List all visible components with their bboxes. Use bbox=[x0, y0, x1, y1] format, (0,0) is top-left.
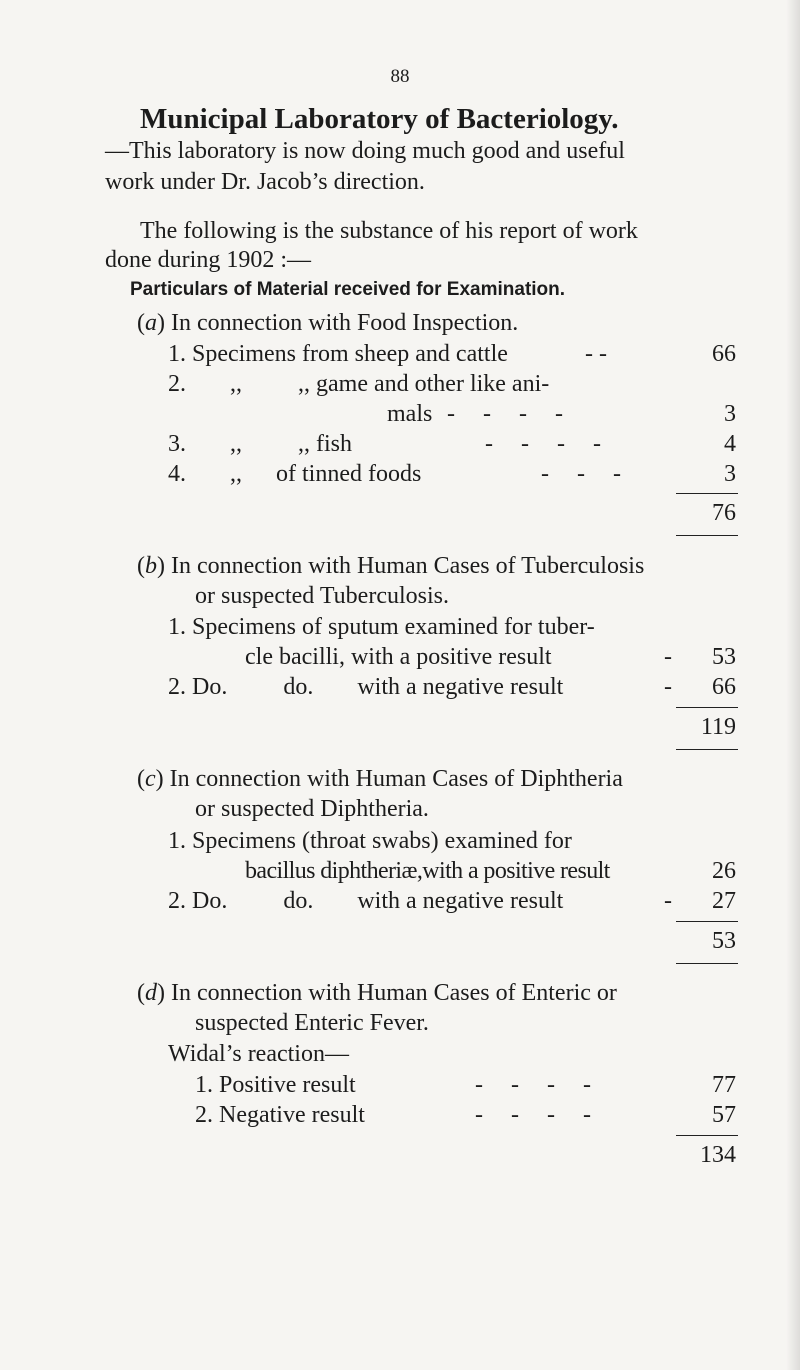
page-heading: Municipal Laboratory of Bacteriology. bbox=[140, 103, 619, 135]
section-a-title: (a) In connection with Food Inspection. bbox=[137, 310, 519, 336]
section-a-item-4-value: 3 bbox=[724, 461, 736, 487]
leader-dash: - bbox=[664, 674, 672, 700]
subtotal-rule bbox=[676, 493, 738, 494]
item-number: 1. bbox=[168, 341, 186, 367]
leader-dashes: - - - bbox=[541, 461, 621, 487]
section-a-title-text: In connection with Food Inspection. bbox=[171, 310, 519, 336]
subtotal-rule bbox=[676, 1135, 738, 1136]
item-text: Do. bbox=[192, 674, 228, 700]
section-d-title: (d) In connection with Human Cases of Enteric or bbox=[137, 980, 617, 1006]
section-b-title-text: In connection with Human Cases of Tuberculosis bbox=[171, 553, 645, 579]
item-number: 3. bbox=[168, 431, 186, 457]
total-rule bbox=[676, 535, 738, 536]
section-d-item-1-value: 77 bbox=[712, 1072, 736, 1098]
item-text: Specimens from sheep and cattle bbox=[192, 341, 508, 367]
leader-dash: - bbox=[664, 888, 672, 914]
section-b-item-1 bbox=[168, 614, 595, 641]
item-text: of tinned foods bbox=[276, 461, 422, 487]
section-d-label: d bbox=[145, 980, 157, 1006]
section-c-total: 53 bbox=[712, 928, 736, 954]
item-text: Positive result bbox=[219, 1072, 356, 1098]
section-a-item-2-value: 3 bbox=[724, 401, 736, 427]
leader-dashes: - - - - bbox=[475, 1102, 591, 1128]
item-number: 2. bbox=[168, 371, 186, 397]
section-b-item-2-value: 66 bbox=[712, 674, 736, 700]
section-c-item-2 bbox=[168, 888, 563, 915]
section-c-title-continued: or suspected Diphtheria. bbox=[195, 796, 429, 822]
particulars-heading: Particulars of Material received for Examination. bbox=[130, 279, 566, 300]
section-d-item-2 bbox=[195, 1102, 365, 1129]
section-b-item-2 bbox=[168, 674, 563, 701]
leader-dashes: - - - - bbox=[475, 1072, 591, 1098]
item-number: 4. bbox=[168, 461, 186, 487]
item-text: Do. bbox=[192, 888, 228, 914]
leader-dash: - bbox=[664, 644, 672, 670]
ditto-mark: ,, bbox=[230, 461, 242, 487]
item-text: fish bbox=[316, 431, 352, 457]
item-number: 1. bbox=[195, 1072, 213, 1098]
section-a-item-2-continued: mals bbox=[387, 401, 433, 427]
item-text: Specimens of sputum examined for tuber- bbox=[192, 614, 595, 640]
section-d-item-2-value: 57 bbox=[712, 1102, 736, 1128]
item-text: Negative result bbox=[219, 1102, 365, 1128]
intro-paragraph-2-line-2: done during 1902 :— bbox=[105, 247, 311, 273]
item-number: 2. bbox=[168, 674, 186, 700]
title-line bbox=[140, 103, 618, 136]
section-a-item-3-value: 4 bbox=[724, 431, 736, 457]
ditto-mark: ,, bbox=[230, 431, 242, 457]
section-a-item-1-value: 66 bbox=[712, 341, 736, 367]
section-d-title-text: In connection with Human Cases of Enteric or bbox=[171, 980, 617, 1006]
item-number: 2. bbox=[168, 888, 186, 914]
section-a-item-1 bbox=[168, 341, 508, 368]
section-b-total: 119 bbox=[700, 714, 736, 740]
ditto-text: do. bbox=[283, 674, 314, 700]
section-a-item-2 bbox=[168, 371, 549, 398]
section-c-item-1-continued: bacillus diphtheriæ,with a positive result bbox=[245, 858, 610, 884]
intro-line-1: —This laboratory is now doing much good and useful bbox=[105, 138, 625, 164]
section-c-label: c bbox=[145, 766, 156, 792]
section-c-item-2-value: 27 bbox=[712, 888, 736, 914]
section-b-item-1-continued: cle bacilli, with a positive result bbox=[245, 644, 552, 670]
item-text: with a negative result bbox=[357, 888, 564, 914]
item-number: 2. bbox=[195, 1102, 213, 1128]
section-c-item-1-value: 26 bbox=[712, 858, 736, 884]
section-d-subtitle: Widal’s reaction— bbox=[168, 1041, 349, 1067]
section-c-item-1 bbox=[168, 828, 572, 855]
leader-dashes: - - - - bbox=[447, 401, 563, 427]
page-edge-shadow bbox=[786, 0, 800, 1370]
subtotal-rule bbox=[676, 921, 738, 922]
ditto-mark: ,, bbox=[298, 371, 310, 397]
section-b-title-continued: or suspected Tuberculosis. bbox=[195, 583, 449, 609]
section-c-title: (c) In connection with Human Cases of Diphtheria bbox=[137, 766, 623, 792]
ditto-mark: ,, bbox=[298, 431, 310, 457]
item-number: 1. bbox=[168, 828, 186, 854]
section-d-total: 134 bbox=[700, 1142, 736, 1168]
total-rule bbox=[676, 963, 738, 964]
page-number: 88 bbox=[390, 66, 410, 87]
leader-dashes: - - - - bbox=[485, 431, 601, 457]
intro-line-2: work under Dr. Jacob’s direction. bbox=[105, 169, 425, 195]
section-d-item-1 bbox=[195, 1072, 356, 1099]
intro-paragraph-2-line-1: The following is the substance of his report of work bbox=[140, 218, 638, 244]
item-text: with a negative result bbox=[357, 674, 564, 700]
section-b-label: b bbox=[145, 553, 157, 579]
section-c-title-text: In connection with Human Cases of Diphtheria bbox=[169, 766, 623, 792]
item-text: game and other like ani- bbox=[316, 371, 550, 397]
section-a-total: 76 bbox=[712, 500, 736, 526]
section-a-item-4 bbox=[168, 461, 421, 488]
ditto-text: do. bbox=[283, 888, 314, 914]
section-b-item-1-value: 53 bbox=[712, 644, 736, 670]
section-a-item-3 bbox=[168, 431, 352, 458]
item-number: 1. bbox=[168, 614, 186, 640]
subtotal-rule bbox=[676, 707, 738, 708]
item-text: Specimens (throat swabs) examined for bbox=[192, 828, 572, 854]
total-rule bbox=[676, 749, 738, 750]
leader-dashes: - - bbox=[585, 341, 607, 367]
section-a-label: a bbox=[145, 310, 157, 336]
ditto-mark: ,, bbox=[230, 371, 242, 397]
section-b-title: (b) In connection with Human Cases of Tuberculosis bbox=[137, 553, 645, 579]
section-d-title-continued: suspected Enteric Fever. bbox=[195, 1010, 429, 1036]
